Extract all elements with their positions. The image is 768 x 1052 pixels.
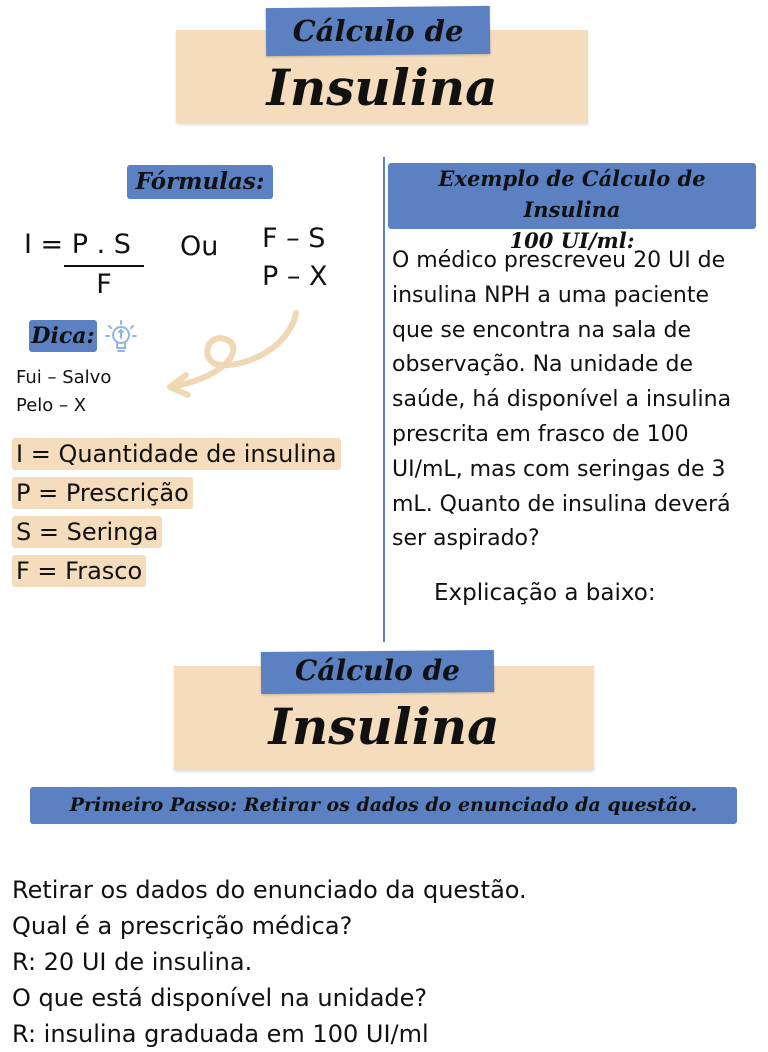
example-line: O médico prescreveu 20 UI de <box>392 248 726 273</box>
legend-item-f: F = Frasco <box>12 555 146 587</box>
example-line: mL. Quanto de insulina deverá <box>392 491 731 517</box>
step1-label: Primeiro Passo: Retirar os dados do enunciado da questão. <box>30 787 737 824</box>
header-title-line1: Cálculo de <box>292 14 464 48</box>
bottom-text <box>12 872 762 1052</box>
explanation-text: Explicação a baixo: <box>434 580 656 606</box>
example-label-line1: Exemplo de Cálculo de Insulina <box>438 166 706 222</box>
legend-item-s: S = Seringa <box>12 516 162 548</box>
example-line: ser aspirado? <box>392 526 540 552</box>
formula1-numerator: I = P . S <box>24 229 131 260</box>
tip-line2: Pelo – X <box>16 395 87 416</box>
formula1-fraction-bar <box>64 265 144 267</box>
curly-arrow-icon <box>150 305 310 405</box>
example-line: prescrita em frasco de 100 <box>392 421 689 447</box>
header2-title-line1: Cálculo de <box>295 654 460 687</box>
legend-item-p: P = Prescrição <box>12 477 193 509</box>
example-line: saúde, há disponível a insulina <box>392 387 732 413</box>
formulas-label: Fórmulas: <box>127 165 273 199</box>
example-label <box>388 163 756 253</box>
column-divider <box>383 157 385 642</box>
header-title-line2: Insulina <box>266 58 498 117</box>
legend-item-i: I = Quantidade de insulina <box>12 438 341 470</box>
tip-label: Dica: <box>29 320 97 352</box>
bottom-line: O que está disponível na unidade? <box>12 984 428 1012</box>
formula-or: Ou <box>180 231 219 262</box>
example-line: UI/mL, mas com seringas de 3 <box>392 456 726 482</box>
example-line: que se encontra na sala de <box>392 317 691 343</box>
formula1-denominator: F <box>96 269 112 300</box>
bottom-line: Retirar os dados do enunciado da questão. <box>12 876 527 904</box>
example-line: observação. Na unidade de <box>392 352 693 378</box>
example-line: insulina NPH a uma paciente <box>392 282 709 308</box>
bottom-line: Qual é a prescrição médica? <box>12 912 353 940</box>
example-label-line2: 100 UI/ml: <box>509 228 635 253</box>
tip-line1: Fui – Salvo <box>16 367 112 388</box>
legend-list <box>12 438 341 587</box>
formula2-line1: F – S <box>262 223 326 254</box>
example-text <box>392 244 762 557</box>
formula2-line2: P – X <box>262 261 328 292</box>
bottom-line: R: insulina graduada em 100 UI/ml <box>12 1020 429 1048</box>
header2-title-line2: Insulina <box>268 697 500 756</box>
lightbulb-icon <box>104 318 138 356</box>
bottom-line: R: 20 UI de insulina. <box>12 948 253 976</box>
